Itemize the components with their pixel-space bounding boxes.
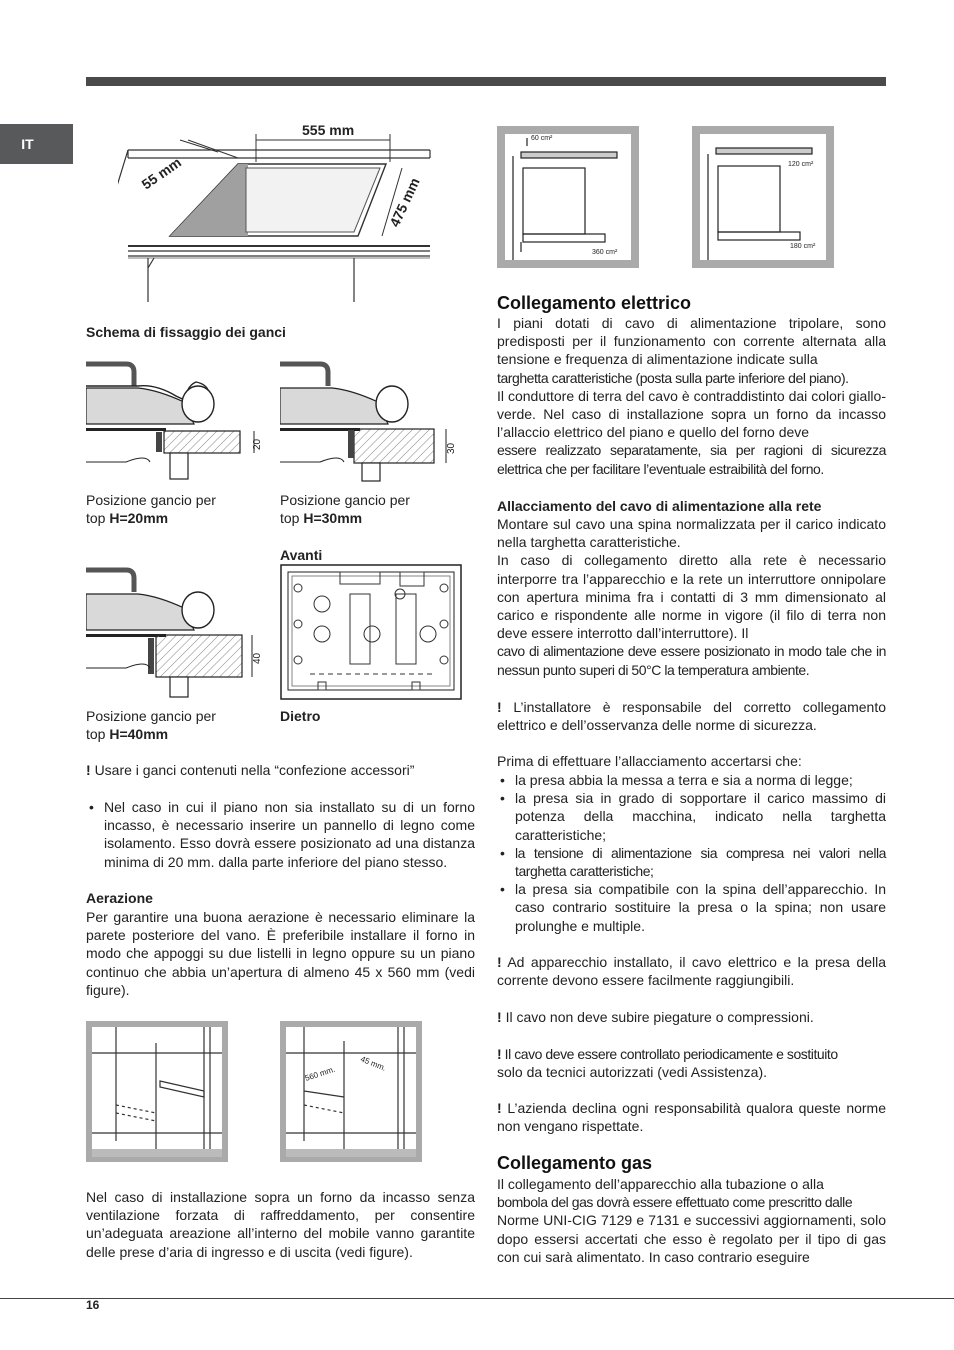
bending-warning: ! Il cavo non deve subire piegature o compressioni. bbox=[497, 1009, 814, 1025]
vent2-bottom-label: 180 cm² bbox=[790, 243, 816, 250]
mains-body: Montare sul cavo una spina normalizzata per il carico indicato nella targhetta caratteristiche. In caso di collegamento diretto alla rete è necessario interporre tra l’apparecchio e la rete un interruttore onnipolare con apertura minima fra i contatti di 3 mm dimensionato al carico e rispondente alle norme in vigore (il filo di terra non deve essere interrotto dall’interruttore). Il cavo di alimentazione deve essere posizionato in modo tale che in nessun punto superi di 50°C la temperatura ambiente. bbox=[497, 516, 886, 678]
front-label: Avanti bbox=[280, 547, 323, 563]
top-rule bbox=[86, 77, 886, 86]
vent2-top-label: 120 cm² bbox=[788, 161, 814, 168]
hook-figure-20 bbox=[86, 358, 266, 482]
aerazione-text: Per garantire una buona aerazione è necessario eliminare la parete posteriore del vano. È preferibile installare il forno in modo che appoggi su due listelli in legno oppure su un piano continuo che abbia un’apertura di almeno 45 x 560 mm (vedi figure). bbox=[86, 909, 475, 998]
dim-width-label: 555 mm bbox=[302, 122, 355, 138]
bottom-rule bbox=[0, 1298, 954, 1299]
hook-caption-20: Posizione gancio per top H=20mm bbox=[86, 492, 216, 526]
hob-underside-figure bbox=[280, 564, 462, 700]
check-warning: ! Il cavo deve essere controllato periodicamente e sostituito solo da tecnici autorizzati (vedi Assistenza). bbox=[497, 1046, 838, 1081]
installer-warning: ! L’installatore è responsabile del corretto collegamento elettrico e dell’osservanza delle norme di sicurezza. bbox=[497, 699, 886, 734]
ventilation-figure-1 bbox=[497, 126, 639, 268]
dim-gap-label: 55 mm bbox=[138, 153, 185, 193]
cabinet-figure-2 bbox=[280, 1021, 422, 1162]
hook-figure-30 bbox=[280, 358, 460, 482]
aerazione-title: Aerazione bbox=[86, 890, 153, 906]
reachable-warning: ! Ad apparecchio installato, il cavo elettrico e la presa della corrente devono essere facilmente raggiungibili. bbox=[497, 954, 886, 989]
hob-dimension-figure bbox=[118, 118, 448, 304]
rear-label: Dietro bbox=[280, 708, 321, 724]
cabinet-figure-1 bbox=[86, 1021, 228, 1162]
list-item: • Nel caso in cui il piano non sia installato su di un forno incasso, è necessario inserire un pannello di legno come isolamento. Esso dovrà essere posizionato ad una distanza minima di 20 mm. dalla parte inferiore del piano stesso. bbox=[86, 798, 475, 871]
hook-caption-30: Posizione gancio per top H=30mm bbox=[280, 492, 410, 526]
bullet-list-left bbox=[86, 798, 475, 871]
hook-caption-40: Posizione gancio per top H=40mm bbox=[86, 708, 216, 742]
cabinet-dim-2: 45 mm. bbox=[359, 1054, 388, 1073]
vent1-bottom-label: 360 cm² bbox=[592, 249, 618, 256]
dim-depth-label: 475 mm bbox=[386, 175, 423, 230]
gas-title: Collegamento gas bbox=[497, 1153, 653, 1173]
elec-body: I piani dotati di cavo di alimentazione tripolare, sono predisposti per il funzionamento con corrente alternata alla tensione e frequenza di alimentazione indicate sulla targhetta caratteristiche (posta sulla parte inferiore del piano). Il conduttore di terra del cavo è contraddistinto dai colori giallo-verde. Nel caso di installazione sopra un forno da incasso l’allaccio elettrico del piano e quello del forno deve essere realizzato separatamente, sia per ragioni di sicurezza elettrica che per facilitare l’eventuale estraibilità del forno. bbox=[497, 315, 886, 477]
company-warning: ! L’azienda declina ogni responsabilità qualora queste norme non vengano rispettate. bbox=[497, 1100, 886, 1135]
check-intro: Prima di effettuare l’allacciamento accertarsi che: bbox=[497, 753, 802, 769]
list-item: • la presa sia compatibile con la spina dell’apparecchio. In caso contrario sostituire la presa o la spina; non usare prolunghe e multiple. bbox=[497, 880, 886, 935]
list-item: • la presa sia in grado di sopportare il carico massimo di potenza della macchina, indicato nella targhetta caratteristiche; bbox=[497, 789, 886, 844]
ventilation-figure-2 bbox=[692, 126, 834, 268]
language-tab: IT bbox=[0, 124, 73, 164]
hooks-title: Schema di fissaggio dei ganci bbox=[86, 324, 286, 340]
page-number: 16 bbox=[86, 1298, 100, 1312]
cabinet-dim-1: 560 mm. bbox=[303, 1064, 337, 1083]
hook-figure-40 bbox=[86, 564, 266, 700]
hook-dim-20: 20 bbox=[252, 438, 263, 450]
hook-dim-40: 40 bbox=[252, 652, 263, 664]
hooks-warning: ! Usare i ganci contenuti nella “confezione accessori” bbox=[86, 762, 415, 778]
mains-title: Allacciamento del cavo di alimentazione alla rete bbox=[497, 498, 822, 514]
list-item: • la tensione di alimentazione sia compresa nei valori nella targhetta caratteristiche; bbox=[497, 844, 886, 880]
vent1-top-label: 60 cm² bbox=[531, 135, 553, 142]
check-list bbox=[497, 771, 886, 935]
elec-title: Collegamento elettrico bbox=[497, 293, 692, 313]
closing-text: Nel caso di installazione sopra un forno da incasso senza ventilazione forzata di raffreddamento, per consentire un’adeguata areazione all’interno del mobile vanno garantite delle prese d’aria di ingresso e di uscita (vedi figure). bbox=[86, 1189, 475, 1260]
hook-dim-30: 30 bbox=[446, 442, 457, 454]
list-item: • la presa abbia la messa a terra e sia a norma di legge; bbox=[497, 771, 886, 789]
gas-body: Il collegamento dell’apparecchio alla tubazione o alla bombola del gas dovrà essere effettuato come prescritto dalle Norme UNI-CIG 7129 e 7131 e successivi aggiornamenti, solo dopo essersi accertati che esso è regolato per il tipo di gas con cui sarà alimentato. In caso contrario eseguire bbox=[497, 1176, 886, 1265]
